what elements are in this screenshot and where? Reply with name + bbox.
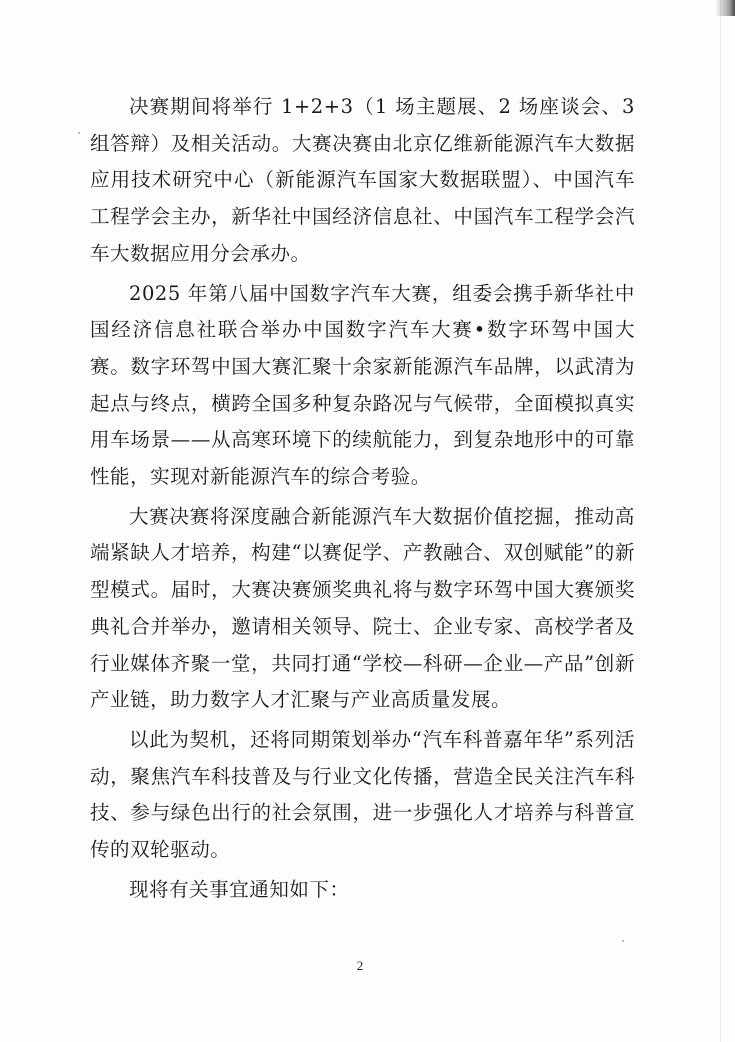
scan-speck — [622, 940, 624, 942]
scan-edge-shadow — [715, 0, 735, 16]
paragraph-4: 以此为契机，还将同期策划举办“汽车科普嘉年华”系列活动，聚焦汽车科技普及与行业文化传播，营造全民关注汽车科技、参与绿色出行的社会氛围，进一步强化人才培养与科普宣传的双轮驱动。 — [90, 727, 635, 862]
paragraph-3: 大赛决赛将深度融合新能源汽车大数据价值挖掘，推动高端紧缺人才培养，构建“以赛促学、产教融合、双创赋能”的新型模式。届时，大赛决赛颁奖典礼将与数字环驾中国大赛颁奖典礼合并举办，邀请相关领导、院士、企业专家、高校学者及行业媒体齐聚一堂，共同打通“学校—科研—企业—产品”创新产业链，助力数字人才汇聚与产业高质量发展。 — [90, 504, 635, 712]
scan-edge-line — [720, 0, 721, 1042]
body-text — [90, 89, 635, 908]
scan-speck — [78, 132, 80, 134]
paragraph-1: 决赛期间将举行 1+2+3（1 场主题展、2 场座谈会、3 组答辩）及相关活动。大赛决赛由北京亿维新能源汽车大数据应用技术研究中心（新能源汽车国家大数据联盟）、中国汽车工程学会主办，新华社中国经济信息社、中国汽车工程学会汽车大数据应用分会承办。 — [90, 95, 635, 265]
page-number: 2 — [356, 958, 364, 973]
paragraph-2: 2025 年第八届中国数字汽车大赛，组委会携手新华社中国经济信息社联合举办中国数字汽车大赛•数字环驾中国大赛。数字环驾中国大赛汇聚十余家新能源汽车品牌，以武清为起点与终点，横跨全国多种复杂路况与气候带，全面模拟真实用车场景——从高寒环境下的续航能力，到复杂地形中的可靠性能，实现对新能源汽车的综合考验。 — [90, 281, 635, 489]
paragraph-5: 现将有关事宜通知如下： — [129, 877, 350, 901]
